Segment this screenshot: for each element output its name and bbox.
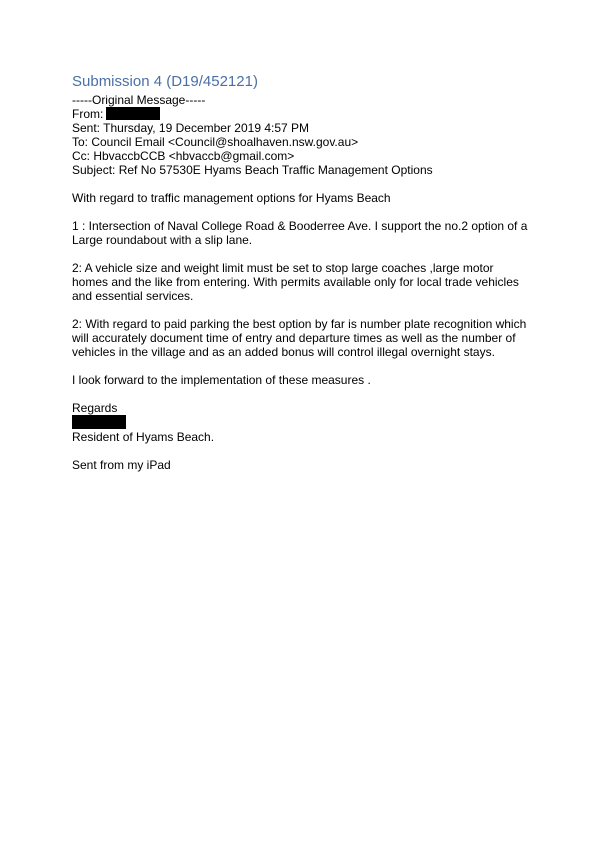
intro-line: With regard to traffic management options for Hyams Beach <box>72 191 391 205</box>
spacer <box>72 359 532 373</box>
spacer <box>72 177 532 191</box>
paragraph-intersection: 1 : Intersection of Naval College Road & Booderree Ave. I support the no.2 option of a Large roundabout with a slip lane. <box>72 219 528 247</box>
subject-line: Subject: Ref No 57530E Hyams Beach Traffic Management Options <box>72 163 433 177</box>
submission-title: Submission 4 (D19/452121) <box>72 73 258 90</box>
spacer <box>72 303 532 317</box>
paragraph-paid-parking: 2: With regard to paid parking the best option by far is number plate recognition which will accurately document time of entry and departure times as well as the number of vehicles in the village and as an added bonus will control illegal overnight stays. <box>72 317 527 359</box>
redacted-sender-block <box>106 107 160 120</box>
cc-line: Cc: HbvaccbCCB <hbvaccb@gmail.com> <box>72 149 295 163</box>
sent-from-line: Sent from my iPad <box>72 458 171 472</box>
resident-line: Resident of Hyams Beach. <box>72 430 215 444</box>
to-line: To: Council Email <Council@shoalhaven.nsw.gov.au> <box>72 135 359 149</box>
spacer <box>72 387 532 401</box>
paragraph-implementation: I look forward to the implementation of these measures . <box>72 373 371 387</box>
spacer <box>72 247 532 261</box>
spacer <box>72 444 532 458</box>
from-label: From: <box>72 107 104 121</box>
email-body <box>72 93 532 472</box>
regards-line: Regards <box>72 401 118 415</box>
spacer <box>72 205 532 219</box>
paragraph-vehicle-limit: 2: A vehicle size and weight limit must be set to stop large coaches ,large motor homes and the like from entering. With permits available only for local trade vehicles and essential services. <box>72 261 519 303</box>
sent-line: Sent: Thursday, 19 December 2019 4:57 PM <box>72 121 310 135</box>
original-message-line: -----Original Message----- <box>72 93 206 107</box>
redacted-name-block <box>72 415 126 429</box>
from-line <box>72 107 532 121</box>
redacted-signature-line <box>72 415 532 430</box>
